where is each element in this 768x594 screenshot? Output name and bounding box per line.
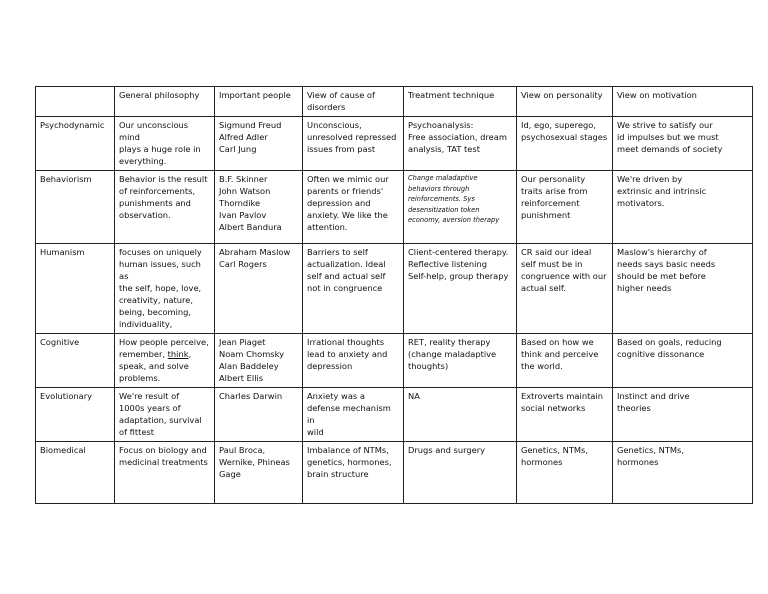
people-cell: Paul Broca, Wernike, Phineas Gage <box>215 442 303 504</box>
motivation-cell: Maslow's hierarchy of needs says basic needs should be met before higher needs <box>613 244 753 334</box>
personality-cell: Id, ego, superego, psychosexual stages <box>517 117 613 171</box>
school-name: Humanism <box>36 244 115 334</box>
header-important-people: Important people <box>215 87 303 117</box>
motivation-cell: Based on goals, reducing cognitive dissonance <box>613 334 753 388</box>
header-treatment-technique: Treatment technique <box>404 87 517 117</box>
psychology-perspectives-table <box>35 86 753 504</box>
underlined-word: think <box>167 349 189 359</box>
school-name: Evolutionary <box>36 388 115 442</box>
header-cell-blank <box>36 87 115 117</box>
table-row-cognitive <box>36 334 753 388</box>
school-name: Psychodynamic <box>36 117 115 171</box>
school-name: Biomedical <box>36 442 115 504</box>
personality-cell: Genetics, NTMs, hormones <box>517 442 613 504</box>
header-cause-of-disorders: View of cause of disorders <box>303 87 404 117</box>
cause-cell: Unconscious, unresolved repressed issues from past <box>303 117 404 171</box>
philosophy-cell: Our unconscious mind plays a huge role in everything. <box>115 117 215 171</box>
people-cell: B.F. Skinner John Watson Thorndike Ivan Pavlov Albert Bandura <box>215 171 303 244</box>
table-row-behaviorism <box>36 171 753 244</box>
treatment-cell: Change maladaptive behaviors through reinforcements. Sys desensitization token economy, aversion therapy <box>404 171 517 244</box>
treatment-cell: NA <box>404 388 517 442</box>
cause-cell: Imbalance of NTMs, genetics, hormones, brain structure <box>303 442 404 504</box>
header-row <box>36 87 753 117</box>
people-cell: Charles Darwin <box>215 388 303 442</box>
motivation-cell: Instinct and drive theories <box>613 388 753 442</box>
table-row-humanism <box>36 244 753 334</box>
personality-cell: Extroverts maintain social networks <box>517 388 613 442</box>
school-name: Cognitive <box>36 334 115 388</box>
header-general-philosophy: General philosophy <box>115 87 215 117</box>
people-cell: Sigmund Freud Alfred Adler Carl Jung <box>215 117 303 171</box>
table-row-biomedical <box>36 442 753 504</box>
motivation-cell: We're driven by extrinsic and intrinsic motivators. <box>613 171 753 244</box>
cause-cell: Irrational thoughts lead to anxiety and depression <box>303 334 404 388</box>
cause-cell: Barriers to self actualization. Ideal self and actual self not in congruence <box>303 244 404 334</box>
philosophy-text-part: How people perceive, remember, <box>119 337 209 359</box>
table-row-psychodynamic <box>36 117 753 171</box>
treatment-cell: RET, reality therapy (change maladaptive thoughts) <box>404 334 517 388</box>
people-cell: Jean Piaget Noam Chomsky Alan Baddeley Albert Ellis <box>215 334 303 388</box>
people-cell: Abraham Maslow Carl Rogers <box>215 244 303 334</box>
philosophy-cell: Focus on biology and medicinal treatments <box>115 442 215 504</box>
philosophy-cell: focuses on uniquely human issues, such as the self, hope, love, creativity, nature, being, becoming, individuality, <box>115 244 215 334</box>
motivation-cell: We strive to satisfy our id impulses but we must meet demands of society <box>613 117 753 171</box>
table-row-evolutionary <box>36 388 753 442</box>
philosophy-text-part: , speak, and solve problems. <box>119 349 192 383</box>
motivation-cell: Genetics, NTMs, hormones <box>613 442 753 504</box>
personality-cell: Based on how we think and perceive the world. <box>517 334 613 388</box>
personality-cell: Our personality traits arise from reinforcement punishment <box>517 171 613 244</box>
cause-cell: Often we mimic our parents or friends' depression and anxiety. We like the attention. <box>303 171 404 244</box>
philosophy-cell: Behavior is the result of reinforcements, punishments and observation. <box>115 171 215 244</box>
philosophy-cell <box>115 334 215 388</box>
personality-cell: CR said our ideal self must be in congruence with our actual self. <box>517 244 613 334</box>
philosophy-cell: We're result of 1000s years of adaptation, survival of fittest <box>115 388 215 442</box>
treatment-cell: Client-centered therapy. Reflective listening Self-help, group therapy <box>404 244 517 334</box>
header-view-on-motivation: View on motivation <box>613 87 753 117</box>
school-name: Behaviorism <box>36 171 115 244</box>
treatment-cell: Psychoanalysis: Free association, dream analysis, TAT test <box>404 117 517 171</box>
treatment-cell: Drugs and surgery <box>404 442 517 504</box>
cause-cell: Anxiety was a defense mechanism in wild <box>303 388 404 442</box>
header-view-on-personality: View on personality <box>517 87 613 117</box>
